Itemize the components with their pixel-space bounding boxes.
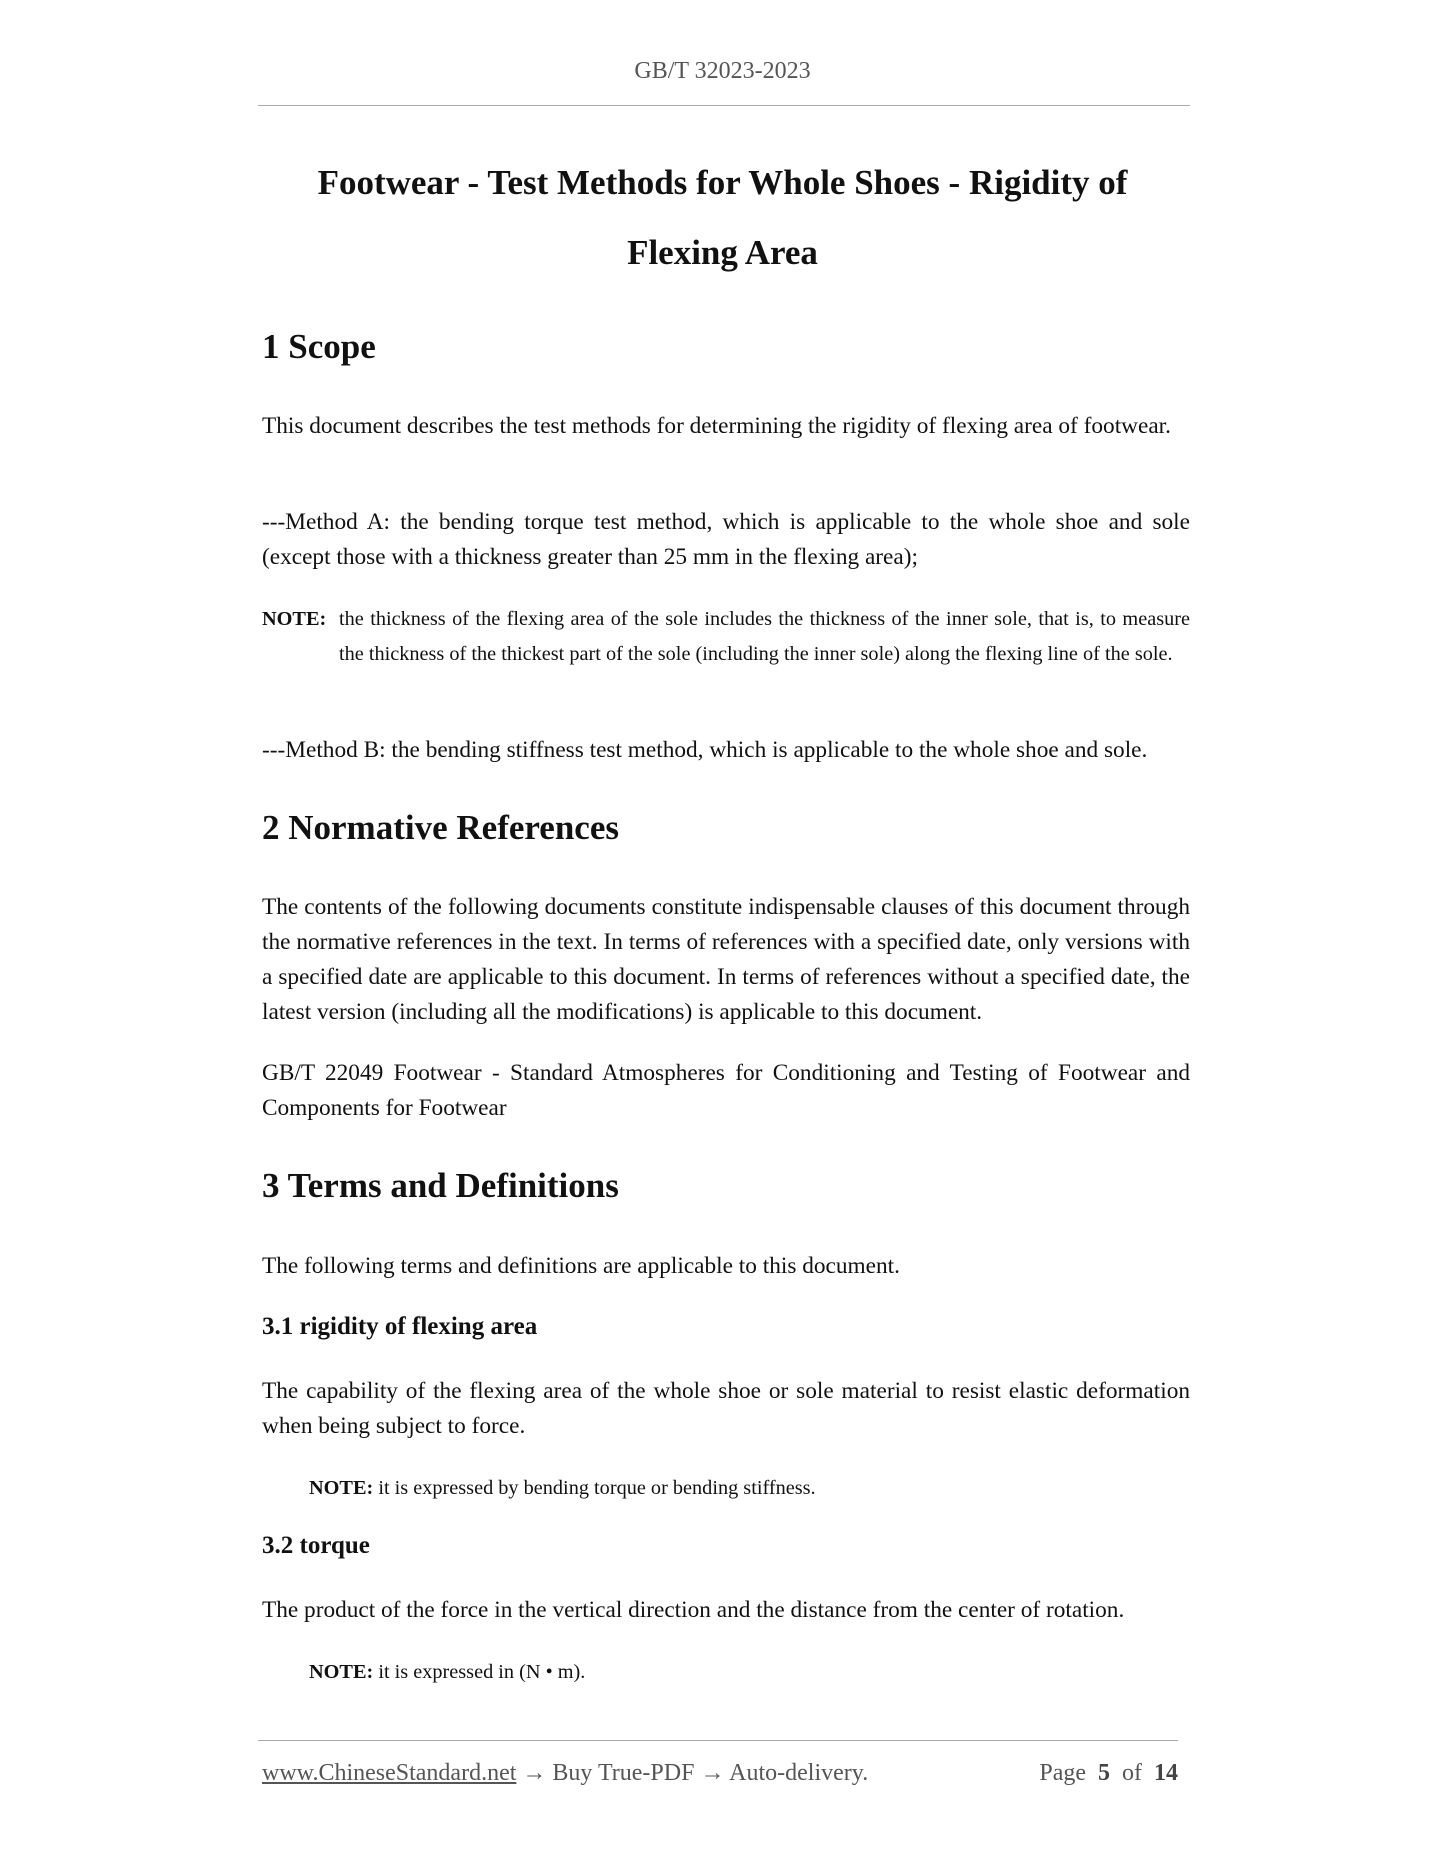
footer-divider — [258, 1740, 1178, 1741]
section-heading-terms: 3 Terms and Definitions — [262, 1166, 619, 1205]
delivery-text: Auto-delivery. — [729, 1760, 869, 1786]
term-3-1-heading: 3.1 rigidity of flexing area — [262, 1313, 538, 1340]
section-heading-normative: 2 Normative References — [262, 808, 619, 847]
term-3-1-note-label: NOTE: — [309, 1477, 374, 1499]
term-3-2-definition: The product of the force in the vertical direction and the distance from the center of rotation. — [262, 1597, 1125, 1623]
footer-promo — [262, 1760, 868, 1787]
page-total: 14 — [1154, 1760, 1178, 1786]
header-divider — [258, 105, 1190, 106]
of-label: of — [1122, 1760, 1142, 1786]
title-line-2: Flexing Area — [627, 233, 818, 272]
term-3-1-note-text: it is expressed by bending torque or bending stiffness. — [378, 1477, 816, 1499]
section-heading-scope: 1 Scope — [262, 327, 376, 366]
scope-note-text: the thickness of the flexing area of the sole includes the thickness of the inner sole, that is, to measure the thickness of the thickest part of the sole (including the inner sole) along the flexing line of the sole. — [339, 608, 1190, 665]
term-3-2-heading: 3.2 torque — [262, 1532, 370, 1559]
term-3-2-note-text: it is expressed in (N • m). — [378, 1661, 586, 1683]
site-link[interactable]: www.ChineseStandard.net — [262, 1760, 517, 1786]
scope-method-a: ---Method A: the bending torque test method, which is applicable to the whole shoe and sole (except those with a thickness greater than 25 mm in the flexing area); — [262, 509, 1190, 570]
terms-intro: The following terms and definitions are applicable to this document. — [262, 1253, 900, 1279]
header-doc-code: GB/T 32023-2023 — [634, 58, 811, 84]
scope-method-b: ---Method B: the bending stiffness test method, which is applicable to the whole shoe and sole. — [262, 737, 1148, 763]
buy-text: Buy True-PDF — [552, 1760, 695, 1786]
term-3-2-note — [309, 1655, 585, 1690]
scope-paragraph: This document describes the test methods for determining the rigidity of flexing area of footwear. — [262, 413, 1171, 439]
page-title — [262, 148, 1183, 288]
term-3-1-note — [309, 1471, 816, 1506]
page-label: Page — [1039, 1760, 1086, 1786]
page-indicator — [1036, 1760, 1178, 1787]
arrow-icon: → — [700, 1760, 725, 1786]
scope-note-label-wrap — [262, 602, 342, 637]
page-number: 5 — [1098, 1760, 1110, 1786]
term-3-2-note-label: NOTE: — [309, 1661, 374, 1683]
normative-paragraph: The contents of the following documents constitute indispensable clauses of this document through the normative references in the text. In terms of references with a specified date, only versions with a specified date are applicable to this document. In terms of references without a specified date, the latest version (including all the modifications) is applicable to this document. — [262, 894, 1190, 1025]
scope-note-label: NOTE: — [262, 608, 327, 630]
normative-reference-item: GB/T 22049 Footwear - Standard Atmospheres for Conditioning and Testing of Footwear and Components for Footwear — [262, 1060, 1190, 1121]
title-line-1: Footwear - Test Methods for Whole Shoes - Rigidity of — [317, 163, 1128, 202]
arrow-icon: → — [522, 1760, 547, 1786]
term-3-1-definition: The capability of the flexing area of the whole shoe or sole material to resist elastic deformation when being subject to force. — [262, 1378, 1190, 1439]
